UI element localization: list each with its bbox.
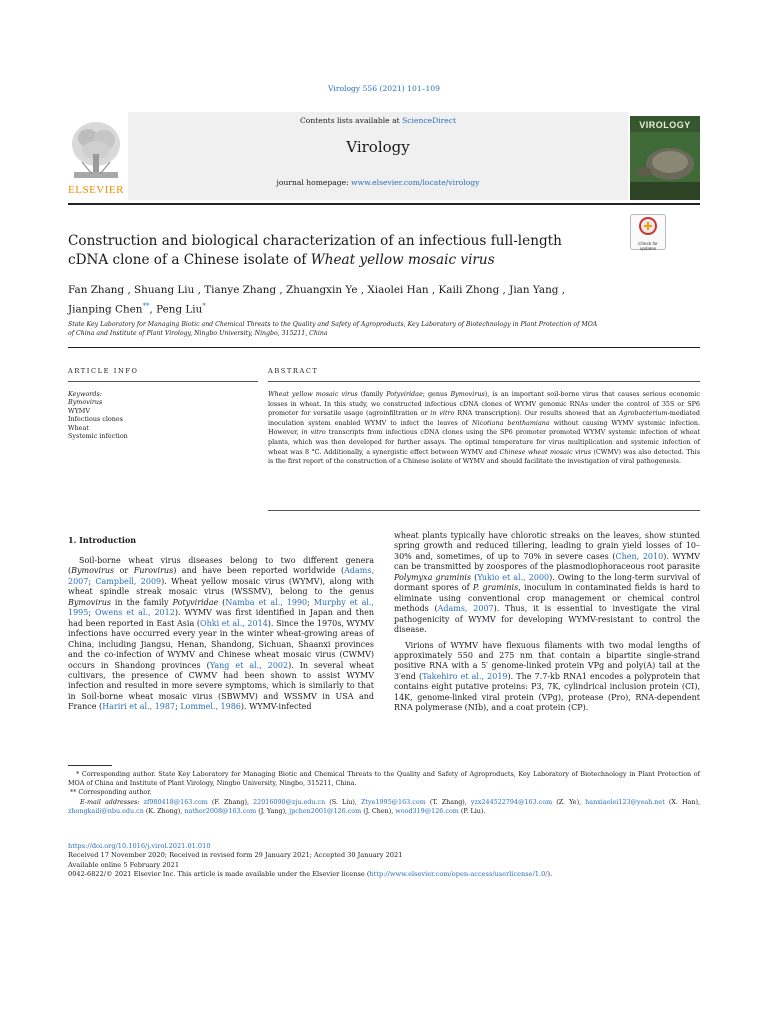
- reference-link[interactable]: Campbell, 2009: [95, 576, 162, 586]
- keyword-item: Wheat: [68, 423, 89, 432]
- keyword-item: Systemic infection: [68, 432, 128, 441]
- received-dates: Received 17 November 2020; Received in revised form 29 January 2021; Accepted 30 January 2021: [68, 851, 403, 860]
- reference-link[interactable]: Ztye1995@163.com: [361, 797, 426, 806]
- keyword-item: Infectious clones: [68, 415, 123, 424]
- affiliation: State Key Laboratory for Managing Biotic and Chemical Threats to the Quality and Safety of Agroproducts, Key Laboratory of Biotechnology in Plant Protection of MOA of China and Institute of Plant Virology, Ningbo University, Ningbo, 315211, China: [68, 321, 598, 337]
- turtle-photo-icon: [630, 116, 700, 200]
- elsevier-logo[interactable]: [68, 114, 124, 198]
- reference-link[interactable]: nather2008@163.com: [184, 806, 257, 815]
- cover-title: VIROLOGY: [639, 120, 691, 130]
- body-column-right: [394, 531, 700, 714]
- footnotes: [68, 770, 700, 816]
- keywords-block: [68, 390, 258, 440]
- homepage-line: journal homepage: www.elsevier.com/locate/virology: [276, 178, 480, 187]
- author-list: Fan Zhang , Shuang Liu , Tianye Zhang , Zhuangxin Ye , Xiaolei Han , Kaili Zhong , Jian Yang , Jianping Chen**, Peng Liu*: [68, 284, 566, 316]
- journal-citation[interactable]: Virology 556 (2021) 101–109: [328, 84, 440, 93]
- check-updates-icon: [631, 215, 665, 237]
- reference-link[interactable]: Hariri et al., 1987: [102, 702, 176, 712]
- check-for-updates-badge[interactable]: [630, 214, 666, 250]
- publication-info: [68, 842, 700, 880]
- doi-link[interactable]: https://doi.org/10.1016/j.virol.2021.01.010: [68, 842, 211, 850]
- sciencedirect-link[interactable]: ScienceDirect: [402, 116, 457, 125]
- article-info-heading: ARTICLE INFO: [68, 367, 139, 375]
- keywords-label: Keywords:: [68, 390, 102, 398]
- section-rule: [68, 347, 700, 348]
- reference-link[interactable]: Adams, 2007: [437, 604, 494, 614]
- footnote-rule: [68, 765, 112, 766]
- reference-link[interactable]: Murphy et al., 1995: [68, 597, 374, 618]
- abstract-end-rule: [268, 510, 700, 511]
- journal-banner: [68, 110, 700, 202]
- paragraph: wheat plants typically have chlorotic streaks on the leaves, show stunted spring growth and reduced tillering, leading to grain yield losses of 10–30% and, sometimes, of up to 70% in severe cases (Chen, 2010). WYMV can be transmitted by zoospores of the plasmodiophoraceous root parasite Polymyxa graminis (Yukio et al., 2000). Owing to the long-term survival of dormant spores of P. graminis, inoculum in contaminated fields is hard to eliminate using conventional crop management or chemical control methods (Adams, 2007). Thus, it is essential to investigate the viral pathogenicity of WYMV for developing WYMV-resistant to control the disease.: [394, 531, 701, 635]
- reference-link[interactable]: Yukio et al., 2000: [477, 572, 550, 582]
- reference-link[interactable]: Yang et al., 2002: [209, 660, 289, 670]
- reference-link[interactable]: yzx244522794@163.com: [470, 797, 553, 806]
- abstract-text: Wheat yellow mosaic virus (family Potyviridae; genus Bymovirus), is an important soil-borne virus that causes serious economic losses in wheat. In this study, we constructed infectious cDNA clones of WYMV genomic RNAs under the control of 35S or SP6 promoter for versatile usage (agroinfiltration or in vitro RNA transcription). Our results showed that an Agrobacterium-mediated inoculation system enabled WYMV to infect the leaves of Nicotiana benthamiana without causing WYMV systemic infection. However, in vitro transcripts from infectious cDNA clones using the SP6 promoter promoted WYMV systemic infection of wheat plants, which was then developed for further assays. The optimal temperature for virus multiplication and systemic infection of wheat was 8 °C. Additionally, a synergistic effect between WYMV and Chinese wheat mosaic virus (CWMV) was also detected. This is the first report of the construction of a Chinese isolate of WYMV and should facilitate the investigation of viral pathogenesis.: [268, 390, 700, 466]
- reference-link[interactable]: Owens et al., 2012: [94, 608, 175, 618]
- email-addresses: E-mail addresses: zf980418@163.com (F. Zhang), 22016090@zju.edu.cn (S. Liu), Ztye1995@163.com (T. Zhang), yzx244522794@163.com (Z. Ye), hanxiaolei123@yeah.net (X. Han), zhongkaili@nbu.edu.cn (K. Zhong), nather2008@163.com (J. Yang), jpchen2001@126.com (J. Chen), wood319@126.com (P. Liu).: [68, 797, 700, 815]
- reference-link[interactable]: Namba et al., 1990: [225, 597, 308, 607]
- article-info-rule: [68, 381, 258, 382]
- journal-name: Virology: [346, 138, 410, 156]
- reference-link[interactable]: Takehiro et al., 2019: [422, 671, 508, 681]
- header-rule: [68, 203, 700, 205]
- check-updates-label: Check for updates: [638, 241, 658, 251]
- contents-line: Contents lists available at ScienceDirect: [299, 116, 457, 125]
- reference-link[interactable]: Lommel., 1986: [180, 702, 241, 712]
- reference-link[interactable]: zhongkaili@nbu.edu.cn: [68, 806, 144, 815]
- footnote-corresponding: * Corresponding author. State Key Laboratory for Managing Biotic and Chemical Threats to the Quality and Safety of Agroproducts, Key Laboratory of Biotechnology in Plant Protection of MOA of China and Institute of Plant Virology, Ningbo University, Ningbo, 315211, China.: [68, 770, 700, 788]
- section-heading-introduction: 1. Introduction: [68, 535, 137, 545]
- journal-cover-image[interactable]: [630, 116, 700, 200]
- keyword-item: Bymovirus: [68, 398, 103, 407]
- body-column-left: [68, 556, 374, 713]
- reference-link[interactable]: hanxiaolei123@yeah.net: [585, 797, 665, 806]
- article-title: Construction and biological characterization of an infectious full-length cDNA clone of a Chinese isolate of Wheat yellow mosaic virus: [68, 233, 562, 268]
- license-line: 0042-6822/© 2021 Elsevier Inc. This article is made available under the Elsevier license (http://www.elsevier.com/open-access/userlicense/1.0/).: [68, 870, 553, 879]
- reference-link[interactable]: 22016090@zju.edu.cn: [253, 797, 326, 806]
- keyword-item: WYMV: [68, 406, 90, 415]
- reference-link[interactable]: Ohki et al., 2014: [200, 618, 268, 628]
- journal-homepage-link[interactable]: www.elsevier.com/locate/virology: [351, 178, 480, 187]
- paragraph: Virions of WYMV have flexuous filaments with two modal lengths of approximately 550 and 275 nm that contain a bipartite single-strand positive RNA with a 5′ genome-linked protein VPg and poly(A) tail at the 3′end (Takehiro et al., 2019). The 7.7-kb RNA1 encodes a polyprotein that contains eight putative proteins: P3, 7K, cylindrical inclusion protein (CI), 14K, genome-linked viral protein (VPg), protease (Pro), RNA-dependent RNA polymerase (NIb), and a coat protein (CP).: [394, 640, 700, 713]
- abstract-rule: [268, 381, 700, 382]
- abstract-heading: ABSTRACT: [268, 367, 319, 375]
- paragraph: Soil-borne wheat virus diseases belong to two different genera (Bymovirus or Furovirus) and have been reported worldwide (Adams, 2007; Campbell, 2009). Wheat yellow mosaic virus (WYMV), along with wheat spindle streak mosaic virus (WSSMV), belong to the genus Bymovirus in the family Potyviridae (Namba et al., 1990; Murphy et al., 1995; Owens et al., 2012). WYMV was first identified in Japan and then had been reported in East Asia (Ohki et al., 2014). Since the 1970s, WYMV infections have occurred every year in the winter wheat-growing areas of China, including Jiangsu, Henan, Shandong, Sichuan, Shaanxi provinces and the co-infection of WYMV and Chinese wheat mosaic virus (CWMV) occurs in Shandong provinces (Yang et al., 2002). In several wheat cultivars, the presence of CWMV had been shown to assist WYMV infection and resulted in more severe symptoms, which is similarly to that in Soil-borne wheat mosaic virus (SBWMV) and WSSMV in USA and France (Hariri et al., 1987; Lommel., 1986). WYMV-infected: [68, 556, 375, 712]
- elsevier-wordmark: ELSEVIER: [68, 184, 124, 196]
- available-online: Available online 5 February 2021: [68, 860, 180, 869]
- reference-link[interactable]: jpchen2001@126.com: [289, 806, 362, 815]
- corresponding-mark[interactable]: *: [202, 302, 206, 310]
- corresponding-mark[interactable]: **: [142, 302, 150, 310]
- reference-link[interactable]: zf980418@163.com: [143, 797, 208, 806]
- license-link[interactable]: http://www.elsevier.com/open-access/userlicense/1.0/: [369, 870, 548, 879]
- reference-link[interactable]: wood319@126.com: [395, 806, 459, 815]
- footnote-corresponding-2: ** Corresponding author.: [70, 788, 152, 797]
- reference-link[interactable]: Chen, 2010: [615, 551, 664, 561]
- reference-link[interactable]: Adams, 2007: [68, 566, 374, 586]
